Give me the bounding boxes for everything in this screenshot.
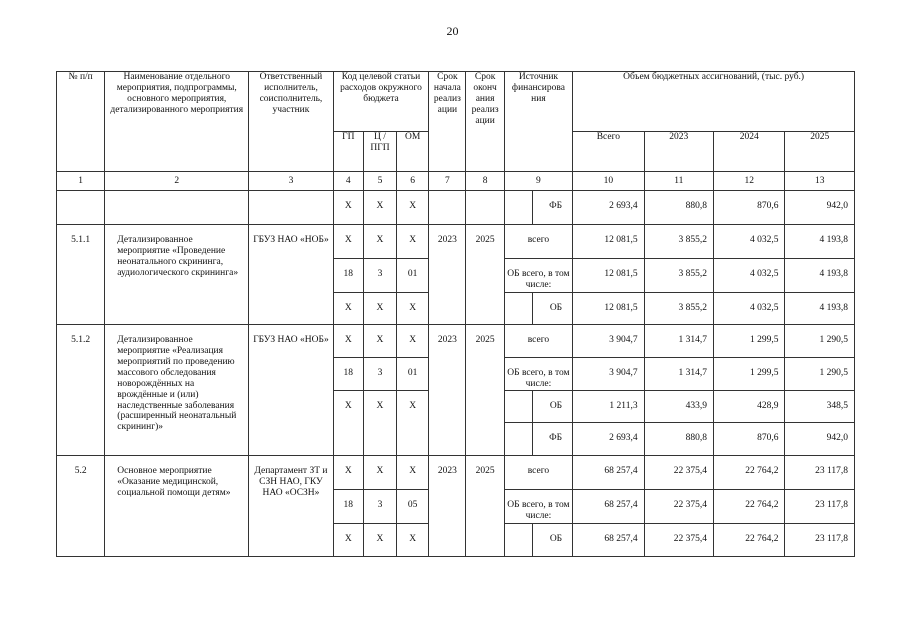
gp-cell: Х	[333, 225, 363, 259]
total-cell: 68 257,4	[573, 524, 644, 557]
total-cell: 12 081,5	[573, 293, 644, 325]
gp-cell: 18	[333, 259, 363, 293]
pgp-cell: Х	[363, 293, 396, 325]
gp-cell: Х	[333, 391, 363, 456]
y2024-cell: 22 764,2	[714, 456, 785, 490]
header-code: Код целевой статьи расходов окружного бюджета	[333, 72, 429, 132]
header-2024: 2024	[714, 132, 785, 172]
om-cell: Х	[397, 524, 429, 557]
y2024-cell: 870,6	[714, 191, 785, 225]
y2024-cell: 4 032,5	[714, 259, 785, 293]
end-year: 2025	[466, 325, 504, 456]
y2024-cell: 870,6	[714, 423, 785, 456]
source-cell: всего	[527, 235, 550, 245]
om-cell: Х	[397, 391, 429, 456]
header-volume: Объем бюджетных ассигнований, (тыс. руб.)	[573, 72, 855, 132]
col-number: 13	[785, 172, 855, 191]
col-number: 1	[57, 172, 105, 191]
y2025-cell: 348,5	[785, 391, 855, 423]
column-numbers-row	[57, 172, 855, 191]
col-number: 7	[429, 172, 466, 191]
y2024-cell: 4 032,5	[714, 225, 785, 259]
om-cell: Х	[397, 225, 429, 259]
item-number: 5.2	[57, 456, 105, 557]
y2024-cell: 22 764,2	[714, 490, 785, 524]
col-number: 5	[363, 172, 396, 191]
y2023-cell: 880,8	[644, 191, 713, 225]
col-number: 6	[397, 172, 429, 191]
pgp-cell: 3	[363, 358, 396, 391]
item-responsible: ГБУЗ НАО «НОБ»	[249, 225, 334, 325]
total-cell: 12 081,5	[573, 259, 644, 293]
total-cell: 1 211,3	[573, 391, 644, 423]
y2024-cell: 4 032,5	[714, 293, 785, 325]
pgp-cell: Х	[363, 391, 396, 456]
header-responsible: Ответственный исполнитель, соисполнитель, участник	[249, 72, 334, 172]
source-cell: ОБ всего, в том числе:	[507, 368, 570, 389]
om-cell: Х	[397, 325, 429, 358]
y2025-cell: 1 290,5	[785, 325, 855, 358]
y2025-cell: 4 193,8	[785, 259, 855, 293]
source-cell: ФБ	[549, 201, 563, 211]
y2023-cell: 22 375,4	[644, 490, 713, 524]
source-cell: ОБ всего, в том числе:	[507, 500, 570, 521]
header-source: Источник финансирова ния	[504, 72, 572, 172]
end-year: 2025	[466, 225, 504, 325]
y2025-cell: 942,0	[785, 423, 855, 456]
gp-cell: Х	[333, 524, 363, 557]
y2025-cell: 4 193,8	[785, 225, 855, 259]
page-number: 20	[446, 24, 459, 38]
y2024-cell: 1 299,5	[714, 325, 785, 358]
header-om: ОМ	[397, 132, 429, 172]
y2024-cell: 428,9	[714, 391, 785, 423]
item-responsible: Департамент ЗТ и СЗН НАО, ГКУ НАО «ОСЗН»	[249, 456, 334, 557]
header-pgp: Ц / ПГП	[363, 132, 396, 172]
source-cell: ОБ всего, в том числе:	[507, 269, 570, 290]
total-cell: 68 257,4	[573, 456, 644, 490]
source-cell: ОБ	[549, 401, 563, 411]
om-cell: Х	[397, 456, 429, 490]
total-cell: 2 693,4	[573, 423, 644, 456]
y2025-cell: 4 193,8	[785, 293, 855, 325]
col-number: 3	[249, 172, 334, 191]
budget-table	[56, 71, 855, 557]
gp-cell: Х	[333, 456, 363, 490]
om-cell: Х	[397, 293, 429, 325]
start-year: 2023	[429, 456, 466, 557]
gp-cell: 18	[333, 358, 363, 391]
y2023-cell: 3 855,2	[644, 293, 713, 325]
header-start: Срок начала реализ ации	[429, 72, 466, 172]
gp-cell: 18	[333, 490, 363, 524]
y2023-cell: 433,9	[644, 391, 713, 423]
gp-cell: Х	[333, 325, 363, 358]
item-name: Основное мероприятие «Оказание медицинской, социальной помощи детям»	[105, 456, 249, 557]
col-number: 10	[573, 172, 644, 191]
header-gp: ГП	[333, 132, 363, 172]
start-year: 2023	[429, 225, 466, 325]
table-row	[57, 225, 855, 259]
table-row	[57, 456, 855, 490]
total-cell: 12 081,5	[573, 225, 644, 259]
pgp-cell: Х	[363, 524, 396, 557]
header-name: Наименование отдельного мероприятия, подпрограммы, основного мероприятия, детализированного мероприятия	[105, 72, 249, 172]
item-responsible: ГБУЗ НАО «НОБ»	[249, 325, 334, 456]
om-cell: 01	[397, 358, 429, 391]
y2025-cell: 23 117,8	[785, 456, 855, 490]
item-number: 5.1.2	[57, 325, 105, 456]
om-cell: 01	[397, 259, 429, 293]
col-number: 11	[644, 172, 713, 191]
gp-cell: Х	[333, 293, 363, 325]
om-cell: Х	[397, 191, 429, 225]
gp-cell: Х	[333, 191, 363, 225]
header-end: Срок оконч ания реализ ации	[466, 72, 504, 172]
col-number: 9	[504, 172, 572, 191]
start-year: 2023	[429, 325, 466, 456]
y2023-cell: 3 855,2	[644, 225, 713, 259]
end-year: 2025	[466, 456, 504, 557]
pgp-cell: Х	[363, 325, 396, 358]
y2023-cell: 22 375,4	[644, 456, 713, 490]
total-cell: 3 904,7	[573, 358, 644, 391]
item-name: Детализированное мероприятие «Проведение неонатального скрининга, аудиологического скрининга»	[105, 225, 249, 325]
source-cell: всего	[527, 335, 550, 345]
source-cell: ОБ	[549, 534, 563, 544]
pgp-cell: Х	[363, 456, 396, 490]
pgp-cell: Х	[363, 225, 396, 259]
header-2023: 2023	[644, 132, 713, 172]
col-number: 12	[714, 172, 785, 191]
total-cell: 2 693,4	[573, 191, 644, 225]
total-cell: 3 904,7	[573, 325, 644, 358]
y2023-cell: 1 314,7	[644, 325, 713, 358]
table-row	[57, 191, 855, 225]
y2024-cell: 22 764,2	[714, 524, 785, 557]
y2023-cell: 1 314,7	[644, 358, 713, 391]
y2025-cell: 23 117,8	[785, 524, 855, 557]
source-cell: всего	[527, 466, 550, 476]
total-cell: 68 257,4	[573, 490, 644, 524]
source-cell: ФБ	[549, 433, 563, 443]
pgp-cell: Х	[363, 191, 396, 225]
y2024-cell: 1 299,5	[714, 358, 785, 391]
om-cell: 05	[397, 490, 429, 524]
item-name: Детализированное мероприятие «Реализация мероприятий по проведению массового обследования новорождённых на врождённые и (или) наследственные заболевания (расширенный неонатальный скрининг)»	[105, 325, 249, 456]
y2025-cell: 23 117,8	[785, 490, 855, 524]
pgp-cell: 3	[363, 490, 396, 524]
y2025-cell: 1 290,5	[785, 358, 855, 391]
col-number: 2	[105, 172, 249, 191]
y2025-cell: 942,0	[785, 191, 855, 225]
header-2025: 2025	[785, 132, 855, 172]
source-cell: ОБ	[549, 303, 563, 313]
y2023-cell: 880,8	[644, 423, 713, 456]
header-num: № п/п	[57, 72, 105, 172]
pgp-cell: 3	[363, 259, 396, 293]
item-number: 5.1.1	[57, 225, 105, 325]
y2023-cell: 22 375,4	[644, 524, 713, 557]
y2023-cell: 3 855,2	[644, 259, 713, 293]
header-total: Всего	[573, 132, 644, 172]
table-row	[57, 325, 855, 358]
col-number: 4	[333, 172, 363, 191]
col-number: 8	[466, 172, 504, 191]
